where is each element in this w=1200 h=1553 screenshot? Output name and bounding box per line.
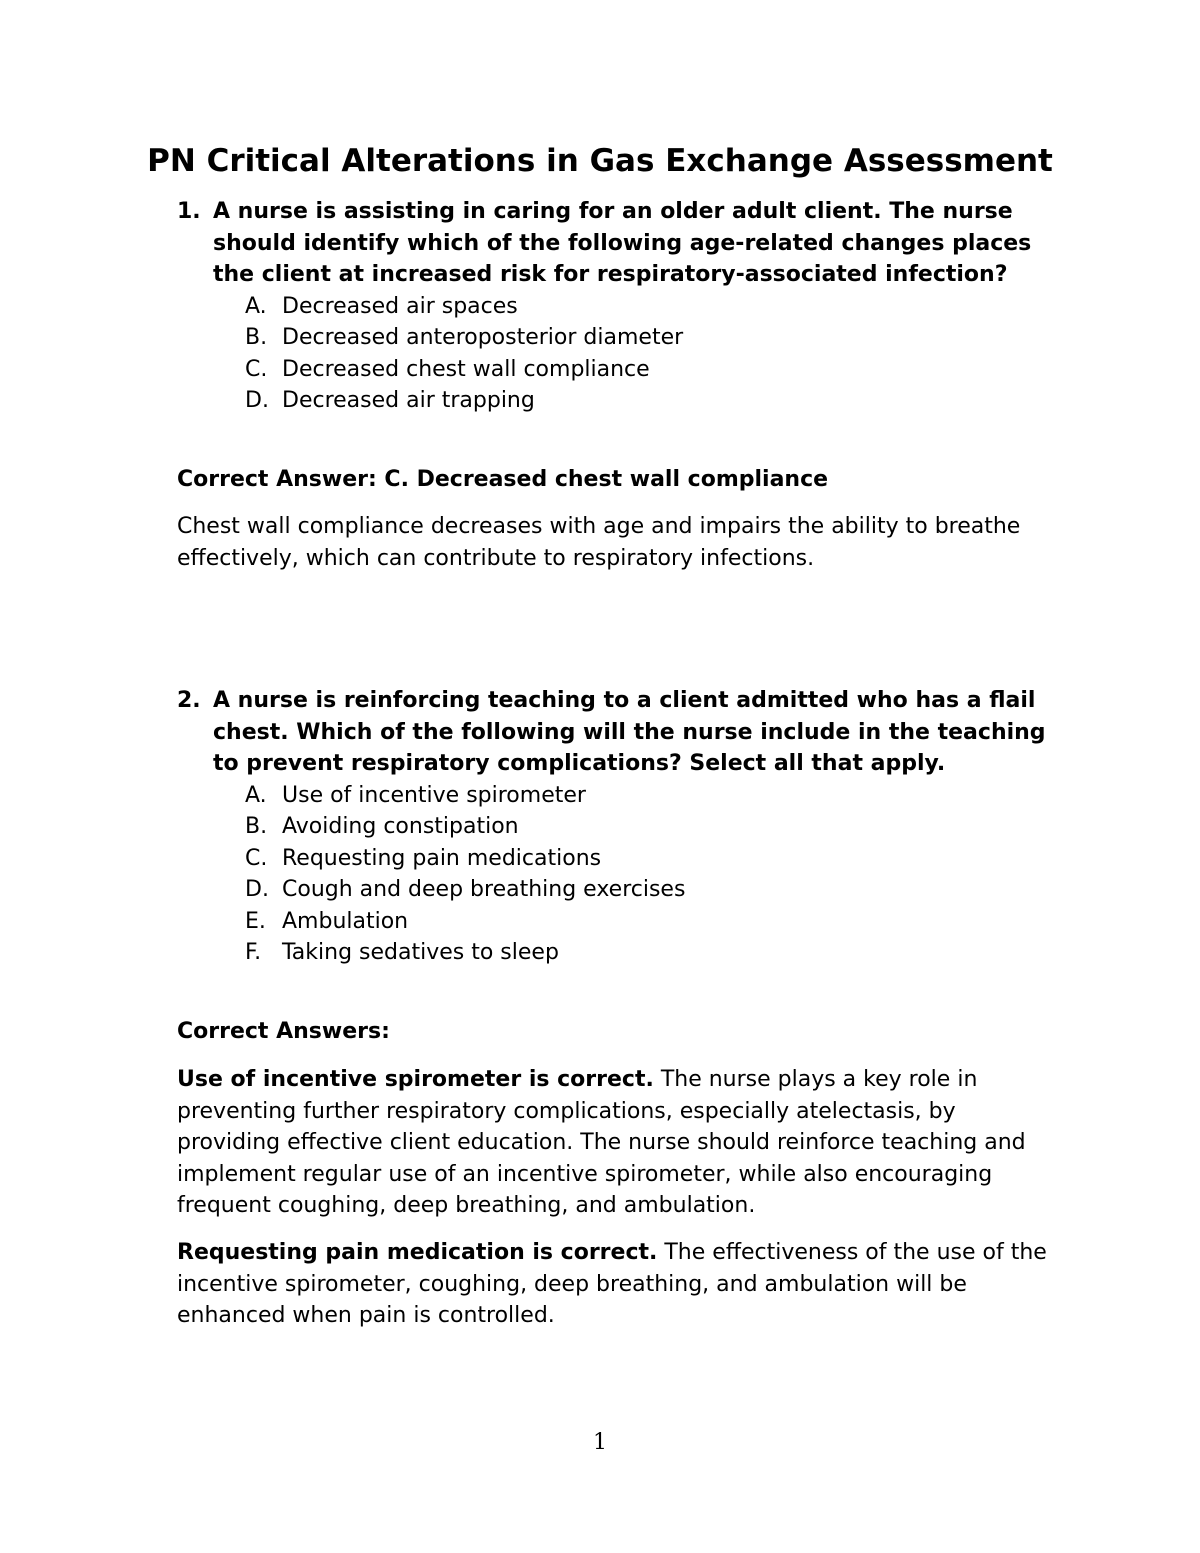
- option-item: [177, 937, 1057, 969]
- option-letter: C.: [245, 356, 268, 382]
- question-2-number: 2.: [177, 688, 201, 713]
- question-2-rationale-1: [177, 1064, 1057, 1222]
- option-letter: A.: [245, 293, 267, 319]
- question-2-options: [177, 780, 1057, 969]
- question-2-rationale-2: [177, 1237, 1057, 1332]
- question-2: [177, 685, 1057, 969]
- option-text: Decreased air spaces: [282, 293, 518, 319]
- page-title: PN Critical Alterations in Gas Exchange Assessment: [147, 143, 1053, 179]
- rationale-text: The effectiveness of the use of the incentive spirometer, coughing, deep breathing, and ambulation will be enhanced when pain is controlled.: [177, 1240, 1047, 1328]
- rationale-lead: Use of incentive spirometer is correct.: [177, 1067, 654, 1092]
- option-text: Ambulation: [282, 908, 409, 934]
- option-letter: B.: [245, 325, 268, 350]
- question-1-answer-heading: Correct Answer: C. Decreased chest wall compliance: [177, 467, 829, 492]
- option-letter: C.: [245, 845, 268, 871]
- option-item: [177, 811, 1057, 843]
- option-text: Cough and deep breathing exercises: [282, 877, 686, 902]
- rationale-lead: Requesting pain medication is correct.: [177, 1240, 658, 1265]
- question-1-rationale: Chest wall compliance decreases with age and impairs the ability to breathe effectively, which can contribute to respiratory infections.: [177, 514, 1021, 571]
- option-item: [177, 874, 1057, 906]
- option-item: [177, 780, 1057, 812]
- rationale-text: The nurse plays a key role in preventing further respiratory complications, especially atelectasis, by providing effective client education. The nurse should reinforce teaching and implement regular use of an incentive spirometer, while also encouraging frequent coughing, deep breathing, and ambulation.: [177, 1067, 1026, 1218]
- option-item: [177, 385, 1057, 417]
- question-2-text: A nurse is reinforcing teaching to a client admitted who has a flail chest. Which of the following will the nurse include in the teaching to prevent respiratory complications? Select all that apply.: [213, 688, 1046, 776]
- option-item: [177, 291, 1057, 323]
- option-letter: B.: [245, 814, 268, 839]
- question-1-options: [177, 291, 1057, 417]
- option-text: Decreased anteroposterior diameter: [282, 325, 684, 350]
- question-2-stem: [177, 685, 1057, 780]
- option-letter: A.: [245, 782, 267, 808]
- option-letter: D.: [245, 877, 269, 902]
- option-letter: D.: [245, 388, 269, 413]
- option-text: Decreased chest wall compliance: [282, 356, 650, 382]
- question-1-number: 1.: [177, 199, 201, 224]
- option-item: [177, 843, 1057, 875]
- page-number: 1: [593, 1430, 607, 1455]
- option-text: Avoiding constipation: [282, 814, 519, 839]
- option-item: [177, 906, 1057, 938]
- option-item: [177, 322, 1057, 354]
- option-text: Decreased air trapping: [282, 388, 535, 413]
- option-text: Use of incentive spirometer: [282, 782, 586, 808]
- option-item: [177, 354, 1057, 386]
- question-1: [177, 196, 1057, 417]
- option-letter: E.: [245, 908, 266, 934]
- question-1-stem: [177, 196, 1057, 291]
- option-letter: F.: [245, 940, 262, 965]
- question-1-text: A nurse is assisting in caring for an older adult client. The nurse should identify which of the following age-related changes places the client at increased risk for respiratory-associated infection?: [213, 199, 1032, 287]
- option-text: Taking sedatives to sleep: [282, 940, 559, 965]
- question-2-answer-heading: Correct Answers:: [177, 1019, 390, 1044]
- option-text: Requesting pain medications: [282, 845, 602, 871]
